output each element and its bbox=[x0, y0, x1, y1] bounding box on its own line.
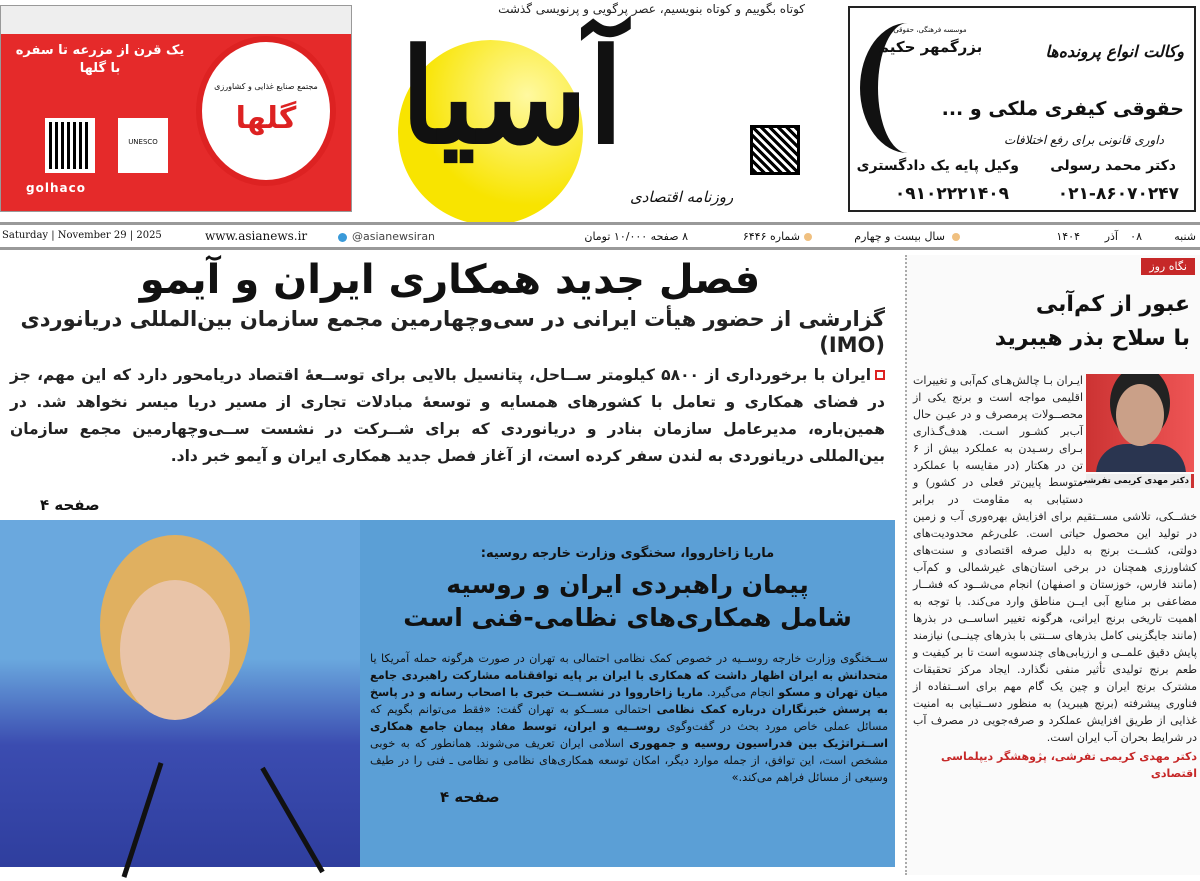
microphone-icon bbox=[260, 767, 324, 873]
opinion-body-text: ایـران بـا چالش‌هـای کم‌آبی و تغییرات اقلیمی مواجه است و برنج یکی از محصــولات پرمصرف و در عیـن حال آب‌بر کشـور اسـت. هدف‌گـذاری بـرای رسـیدن به عملکرد بیش از ۶ تن در هکتار (در مقایسه با عملکرد متوسط پایین‌تر فعلی در کشور) و دستیابی به مقاومت در برابر خشــکی، تلاشی مســتقیم برای افزایش بهره‌وری آب و زمین در تولید این محصول حیاتی است. علی‌رغم محدودیت‌های دولتی، کشــت برنج به دلیل صرفه اقتصادی و سنت‌های کشاورزی همچنان در برخی استان‌های غیرشمالی و کم‌آب (مانند فارس، خوزستان و اصفهان) انجام می‌شــود که فشــار مضاعفی بر منابع آبی ایــن مناطق وارد می‌کند. با توجه به اهمیت تاریخی برنج ایرانی، هرگونه تغییر اساســی در بذرها (مانند جایگزینی کامل بذرهای ســنتی با بذرهای چینــی) نیازمند پایش دقیق علمــی و ارزیابی‌های چندسویه است تا بر کیفیت و طعم برنج تولیدی تأثیر منفی نگذارد. ایجاد مرکز تحقیقات مشترک برنج ایران و چین یک گام مهم برای اســتفاده از فناوری پیشرفته (برنج هیبرید) به منظور دســتیابی به امنیت غذایی از طریق افزایش عملکرد و صرفه‌جویی در مصرف آب در شرایط بحران آب ایران است. bbox=[913, 374, 1197, 744]
portrait-face bbox=[120, 580, 230, 720]
pages-price: ۸ صفحه ۱۰/۰۰۰ تومان bbox=[584, 230, 688, 243]
english-date: Saturday | November 29 | 2025 bbox=[2, 230, 162, 241]
portrait-head bbox=[1116, 384, 1164, 446]
opinion-author: دکتر مهدی کریمی تفرشی، پژوهشگر دیپلماسی اقتصادی bbox=[941, 750, 1197, 780]
feature-line: ماریا زاخارووا در نشســت خبری با اصحاب رسانه و در پاسخ به پرسش خبرنگاران درباره کمک نظامی bbox=[370, 686, 888, 716]
portrait-suit bbox=[1096, 444, 1186, 472]
feature-headline-line1: پیمان راهبردی ایران و روسیه bbox=[446, 570, 809, 599]
author-photo bbox=[1086, 374, 1194, 472]
qr-code-icon bbox=[45, 118, 95, 173]
lead-body bbox=[10, 362, 885, 470]
feature-line: اسلامی ایران تعریف می‌شوند. همانطور که به خوبی مشخص است، این توافق، از جمله موارد دیگر، bbox=[370, 737, 889, 767]
feature-page-ref[interactable]: صفحه ۴ bbox=[440, 788, 500, 806]
ad-org-label: موسسه فرهنگی، حقوقی bbox=[893, 26, 967, 34]
red-square-bullet-icon bbox=[875, 370, 885, 380]
ad-phone-mobile: ۰۹۱۰۲۲۲۱۴۰۹ bbox=[894, 184, 1009, 204]
feature-line: احتمالی مســکو به تهران گفت: «فقط می‌توانم بگویم که مسائل عملی خاص مورد بحث در گفت‌وگوی bbox=[370, 703, 889, 733]
lead-page-ref[interactable]: صفحه ۴ bbox=[40, 496, 100, 514]
telegram-icon bbox=[338, 233, 347, 242]
opinion-title[interactable] bbox=[920, 288, 1190, 356]
website-link[interactable]: www.asianews.ir bbox=[205, 229, 308, 243]
ad-line2: حقوقی کیفری ملکی و ... bbox=[941, 98, 1184, 120]
feature-line: متحدانش به ایران اظهار داشت که همکاری با ایران بر پایه توافقنامه مشارکت راهبردی جامع میان تهران و مسکو bbox=[370, 669, 889, 699]
day: ۰۸ bbox=[1130, 230, 1142, 243]
issue-number: شماره ۶۴۴۶ bbox=[742, 230, 800, 243]
ad-org-name: بزرگمهر حکیم bbox=[878, 38, 983, 56]
masthead-subtitle: روزنامه اقتصادی bbox=[630, 188, 734, 206]
year: ۱۴۰۴ bbox=[1056, 230, 1080, 243]
zakharova-photo bbox=[0, 520, 360, 867]
ad-social-handle: golhaco bbox=[26, 181, 86, 195]
ad-line1: وکالت انواع پرونده‌ها bbox=[1045, 42, 1184, 61]
ad-brand-logo: گلها bbox=[235, 101, 297, 136]
qr-code-icon bbox=[750, 125, 800, 175]
feature-line: ســخنگوی وزارت خارجه روســیه در خصوص کمک نظامی احتمالی به تهران در صورت هرگونه حمله آمریکا یا bbox=[370, 652, 888, 665]
masthead-tagline: کوتاه بگوییم و کوتاه بنویسیم، عصر پرگویی و پرنویسی گذشت bbox=[498, 2, 805, 16]
feature-line: روســیه و ایران، توسط مفاد پیمان جامع همکاری اســتراتژیک بین فدراسیون روسیه و جمهوری bbox=[370, 720, 889, 750]
feature-body bbox=[370, 650, 888, 808]
feature-line: امکان توسعه همکاری‌های نظامی و نظامی ـ فنی را در طیف وسیعی از مسائل فراهم می‌کند.» bbox=[370, 754, 888, 784]
ad-spice-banner bbox=[1, 6, 351, 34]
volume: سال بیست و چهارم bbox=[854, 230, 945, 243]
ad-line3: داوری قانونی برای رفع اختلافات bbox=[1003, 133, 1164, 147]
lead-subheadline: گزارشی از حضور هیأت ایرانی در سی‌وچهارمین مجمع سازمان بین‌المللی دریانوردی (IMO) bbox=[20, 307, 885, 357]
feature-headline-line2: شامل همکاری‌های نظامی-فنی است bbox=[403, 603, 852, 632]
lead-body-text: ایران با برخورداری از ۵۸۰۰ کیلومتر ســاحل، پتانسیل بالایی برای توســعهٔ اقتصاد دریامحور دارد که این مهم، جز در فضای همکاری و تعامل با کشورهای همسایه و توسعهٔ مبادلات تجاری از مسیر دریا میسر نخواهد شد. در همین‌باره، مدیرعامل سازمان بنادر و دریانوردی که برای شــرکت در نشست ســی‌وچهارمین مجمع سازمان بین‌المللی دریانوردی به لندن سفر کرده است، از آغاز فصل جدید همکاری ایران و آیمو خبر داد. bbox=[10, 366, 885, 465]
newspaper-logo: آسیا bbox=[400, 20, 624, 173]
date-bar bbox=[0, 222, 1200, 250]
bullet-icon bbox=[952, 233, 960, 241]
weekday: شنبه bbox=[1174, 230, 1196, 243]
author-photo-caption: دکتر مهدی کریمی تفرشی bbox=[1086, 474, 1194, 488]
feature-kicker: ماریا زاخارووا، سخنگوی وزارت خارجه روسیه: bbox=[480, 546, 775, 561]
ad-company-subtitle: مجتمع صنایع غذایی و کشاورزی bbox=[214, 82, 318, 91]
opinion-title-line1: عبور از کم‌آبی bbox=[1035, 292, 1190, 317]
golha-advertisement[interactable] bbox=[0, 5, 352, 212]
bullet-icon bbox=[804, 233, 812, 241]
unesco-logo: UNESCO bbox=[118, 118, 168, 173]
ad-lawyer-title: وکیل پایه یک دادگستری bbox=[856, 158, 1019, 174]
opinion-title-line2: با سلاح بذر هیبرید bbox=[994, 326, 1190, 351]
section-label: نگاه روز bbox=[1141, 258, 1195, 275]
masthead bbox=[380, 0, 840, 220]
twitter-handle[interactable]: @asianewsiran bbox=[352, 230, 436, 243]
ad-slogan: یک قرن از مزرعه تا سفره با گلها bbox=[15, 43, 185, 76]
month: آذر bbox=[1104, 230, 1118, 243]
feature-line: انجام می‌گیرد. bbox=[707, 686, 775, 699]
ad-phone-landline: ۰۲۱-۸۶۰۷۰۲۴۷ bbox=[1057, 184, 1179, 204]
microphone-icon bbox=[122, 762, 164, 878]
lead-headline[interactable]: فصل جدید همکاری ایران و آیمو bbox=[139, 257, 761, 303]
law-office-advertisement[interactable] bbox=[848, 6, 1196, 212]
feature-headline[interactable] bbox=[370, 568, 885, 634]
ad-lawyer-name: دکتر محمد رسولی bbox=[1050, 158, 1176, 174]
